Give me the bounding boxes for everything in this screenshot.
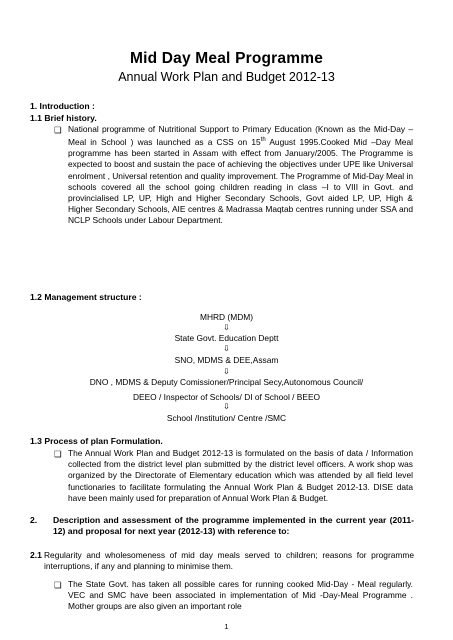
- section-2-1-text: Regularity and wholesomeness of mid day meals served to children; reasons for programme interruptions, if any and planning to minimise them.: [44, 550, 414, 572]
- brief-history-text-start: National programme of Nutritional Support to Primary Education (Known as the Mid-Day –Meal in School ) was launched as a CSS on 15: [68, 124, 413, 147]
- down-arrow-icon: ⇩: [223, 367, 230, 376]
- brief-history-paragraph: [68, 124, 413, 227]
- structure-level-state-govt: State Govt. Education Deptt: [174, 333, 279, 343]
- section-2-heading: Description and assessment of the programme implemented in the current year (2011-12) and proposal for next year (2012-13) with reference to:: [53, 515, 414, 536]
- bullet-box-icon: ❏: [54, 125, 62, 135]
- structure-level-dno: DNO , MDMS & Deputy Comissioner/Principal Secy,Autonomous Council/: [89, 377, 364, 387]
- section-1-heading: 1. Introduction :: [30, 101, 95, 111]
- bullet-box-icon: ❏: [54, 449, 62, 459]
- section-2-number: 2.: [30, 515, 38, 525]
- structure-level-sno: SNO, MDMS & DEE,Assam: [174, 355, 279, 365]
- section-1-2-heading: 1.2 Management structure :: [30, 292, 142, 302]
- section-2-1-number: 2.1: [30, 550, 42, 560]
- document-subtitle: Annual Work Plan and Budget 2012-13: [118, 70, 335, 84]
- structure-level-school: School /Institution/ Centre /SMC: [166, 413, 287, 423]
- structure-level-mhrd: MHRD (MDM): [199, 312, 254, 322]
- section-1-3-heading: 1.3 Process of plan Formulation.: [30, 436, 163, 446]
- bullet-box-icon: ❏: [54, 580, 62, 590]
- regularity-paragraph: The State Govt. has taken all possible cares for running cooked Mid-Day - Meal regularly. VEC and SMC have been associated in implementation of Mid -Day-Meal Programme . Mother groups are also given an important role: [68, 579, 413, 612]
- section-1-1-heading: 1.1 Brief history.: [30, 113, 97, 123]
- plan-formulation-paragraph: The Annual Work Plan and Budget 2012-13 is formulated on the basis of data / Information collected from the district level plan submitted by the district level officers. A work shop was organized by the Directorate of Elementary education which was attended by all field level functionaries to facilitate formulating the Annual Work Plan & Budget 2012-13. DISE data have been mainly used for preparation of Annual Work Plan & Budget.: [68, 448, 413, 503]
- structure-level-deeo: DEEO / Inspector of Schools/ DI of School / BEEO: [132, 392, 321, 402]
- down-arrow-icon: ⇩: [223, 323, 230, 332]
- ordinal-superscript: th: [260, 137, 266, 144]
- page-number: 1: [224, 622, 229, 631]
- brief-history-text-end: August 1995.Cooked Mid –Day Meal programme has been started in Assam with effect from January/2005. The Programme is expected to boost and sustain the pace of achieving the objectives under UPE like Universal enrolment , Universal retention and quality improvement. The Programme of Mid-Day Meal in schools covered all the school going children reading in class –I to VIII in Govt. and provincialised LP, UP, High and Higher Secondary Schools, Govt aided LP, UP, High & Higher Secondary Schools, AIE centres & Madrassa Maqtab centres running under SSA and NCLP Schools under Labour Department.: [68, 137, 413, 226]
- document-title: Mid Day Meal Programme: [129, 50, 324, 67]
- down-arrow-icon: ⇩: [223, 344, 230, 353]
- down-arrow-icon: ⇩: [223, 402, 230, 411]
